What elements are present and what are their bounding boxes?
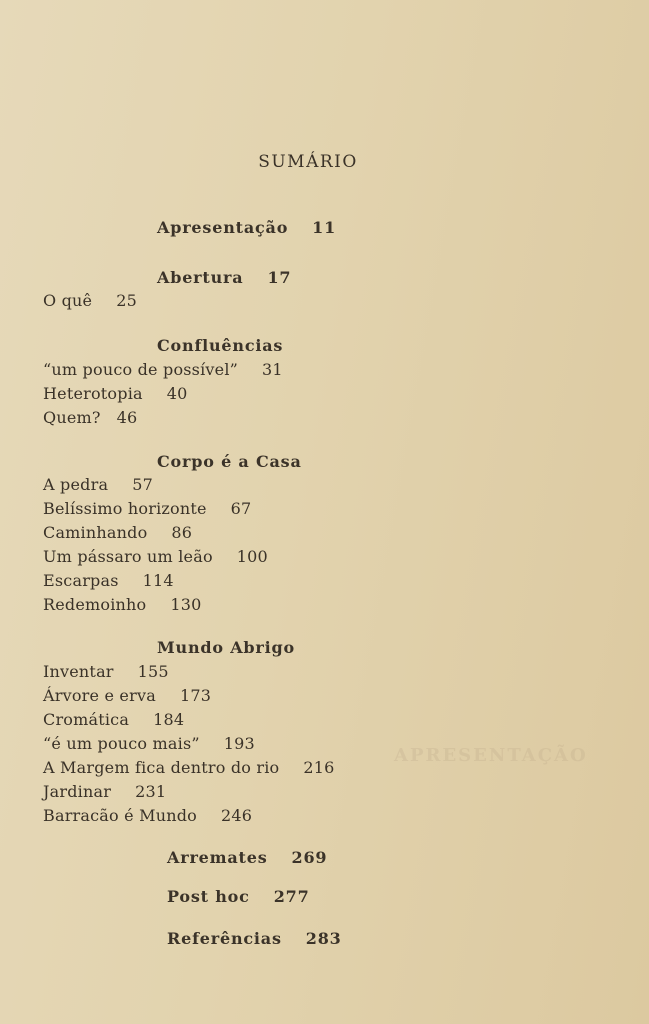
page-title: SUMÁRIO: [258, 152, 358, 172]
toc-entry: Belíssimo horizonte 67: [43, 499, 252, 518]
toc-entry: Barracão é Mundo 246: [43, 806, 253, 825]
toc-heading-post-hoc: Post hoc 277: [167, 887, 310, 906]
toc-heading-mundo-abrigo: Mundo Abrigo: [157, 638, 295, 657]
toc-entry: Quem? 46: [43, 408, 138, 427]
toc-heading-referencias: Referências 283: [167, 929, 342, 948]
toc-entry: Redemoinho 130: [43, 595, 202, 614]
toc-entry: Árvore e erva 173: [43, 686, 212, 705]
bleed-through-text: APRESENTAÇÃO: [394, 745, 588, 766]
toc-heading-apresentacao: Apresentação 11: [157, 218, 337, 237]
toc-heading-abertura: Abertura 17: [157, 268, 292, 287]
toc-entry: “um pouco de possível” 31: [43, 360, 283, 379]
toc-entry: Cromática 184: [43, 710, 185, 729]
toc-entry: A pedra 57: [43, 475, 153, 494]
toc-entry: Heterotopia 40: [43, 384, 188, 403]
toc-entry: Escarpas 114: [43, 571, 174, 590]
toc-entry: O quê 25: [43, 291, 137, 310]
toc-heading-arremates: Arremates 269: [167, 848, 328, 867]
toc-heading-corpo-e-a-casa: Corpo é a Casa: [157, 452, 302, 471]
toc-entry: Inventar 155: [43, 662, 169, 681]
toc-entry: Um pássaro um leão 100: [43, 547, 268, 566]
toc-entry: “é um pouco mais” 193: [43, 734, 255, 753]
toc-entry: Caminhando 86: [43, 523, 193, 542]
toc-heading-confluencias: Confluências: [157, 336, 284, 355]
toc-entry: Jardinar 231: [43, 782, 167, 801]
toc-entry: A Margem fica dentro do rio 216: [43, 758, 335, 777]
